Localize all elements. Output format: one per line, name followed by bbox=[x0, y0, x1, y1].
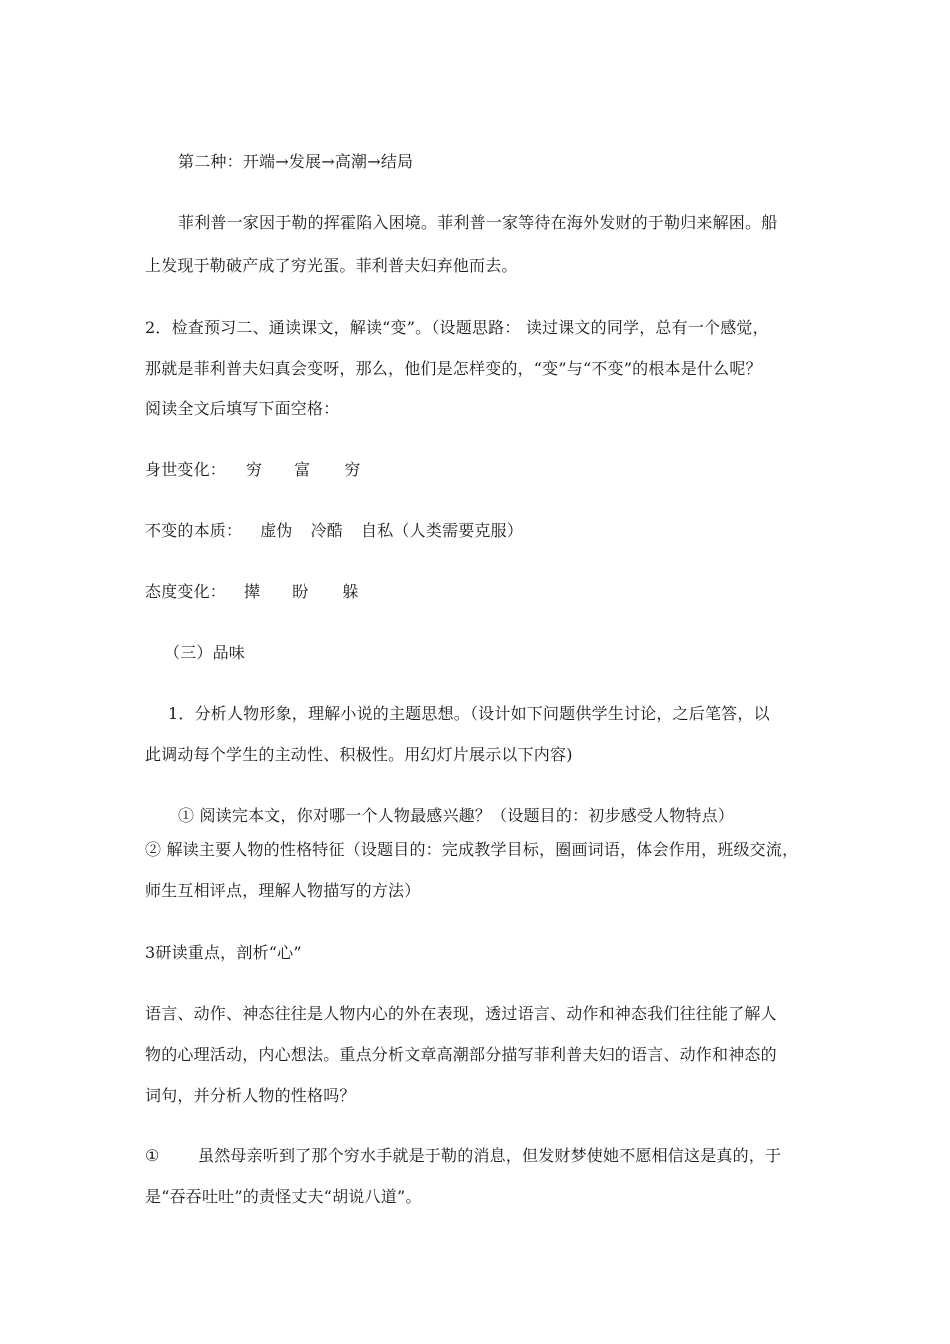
item-2-line: 那就是菲利普夫妇真会变呀，那么，他们是怎样变的，“变”与“不变”的根本是什么呢？ bbox=[145, 359, 762, 378]
item-3-heading: 3研读重点，剖析“心” bbox=[145, 943, 302, 962]
row-label: 态度变化： bbox=[145, 582, 227, 601]
paragraph-line: 上发现于勒破产成了穷光蛋。菲利普夫妇弃他而去。 bbox=[145, 256, 518, 275]
item-2-line: 2．检查预习二、通读课文，解读“变”。（设题思路： 读过课文的同学，总有一个感觉， bbox=[145, 318, 769, 337]
row-value: 穷 bbox=[246, 460, 263, 479]
row-value: 盼 bbox=[292, 582, 309, 601]
question-1: ① 阅读完本文，你对哪一个人物最感兴趣？（设题目的：初步感受人物特点） bbox=[178, 806, 735, 825]
item-3-paragraph-line: 语言、动作、神态往往是人物内心的外在表现，透过语言、动作和神态我们往往能了解人 bbox=[145, 1004, 777, 1023]
answer-1-marker: ① bbox=[145, 1146, 160, 1165]
row-value: 躲 bbox=[342, 582, 359, 601]
row-label: 不变的本质： bbox=[145, 521, 243, 540]
paragraph-line: 菲利普一家因于勒的挥霍陷入困境。菲利普一家等待在海外发财的于勒归来解困。船 bbox=[178, 213, 778, 232]
section-three-heading: （三）品味 bbox=[164, 643, 246, 662]
row-value: 自私（人类需要克服） bbox=[361, 521, 524, 540]
answer-1-line: 是“吞吞吐吐”的责怪丈夫“胡说八道”。 bbox=[145, 1187, 422, 1206]
item-3-paragraph-line: 词句，并分析人物的性格吗？ bbox=[145, 1086, 356, 1105]
row-value: 富 bbox=[294, 460, 311, 479]
item-3-paragraph-line: 物的心理活动，内心想法。重点分析文章高潮部分描写菲利普夫妇的语言、动作和神态的 bbox=[145, 1045, 777, 1064]
row-value: 撵 bbox=[244, 582, 261, 601]
taidu-row bbox=[145, 582, 825, 602]
item-2-line: 阅读全文后填写下面空格： bbox=[145, 399, 340, 418]
row-value: 冷酷 bbox=[310, 521, 344, 540]
item-1-line: 此调动每个学生的主动性、积极性。用幻灯片展示以下内容) bbox=[145, 745, 573, 764]
answer-1-line: 虽然母亲听到了那个穷水手就是于勒的消息，但发财梦使她不愿相信这是真的，于 bbox=[198, 1146, 782, 1165]
section-two-heading: 第二种：开端→发展→高潮→结局 bbox=[178, 152, 414, 171]
question-2-line: ② 解读主要人物的性格特征（设题目的：完成教学目标，圈画词语，体会作用，班级交流， bbox=[145, 840, 799, 859]
shenshi-row bbox=[145, 460, 825, 480]
row-value: 虚伪 bbox=[260, 521, 293, 540]
row-label: 身世变化： bbox=[145, 460, 227, 479]
benzhi-row bbox=[145, 521, 825, 541]
item-1-line: 1．分析人物形象，理解小说的主题思想。（设计如下问题供学生讨论，之后笔答，以 bbox=[168, 704, 770, 723]
row-value: 穷 bbox=[344, 460, 361, 479]
question-2-line: 师生互相评点，理解人物描写的方法） bbox=[145, 881, 421, 900]
